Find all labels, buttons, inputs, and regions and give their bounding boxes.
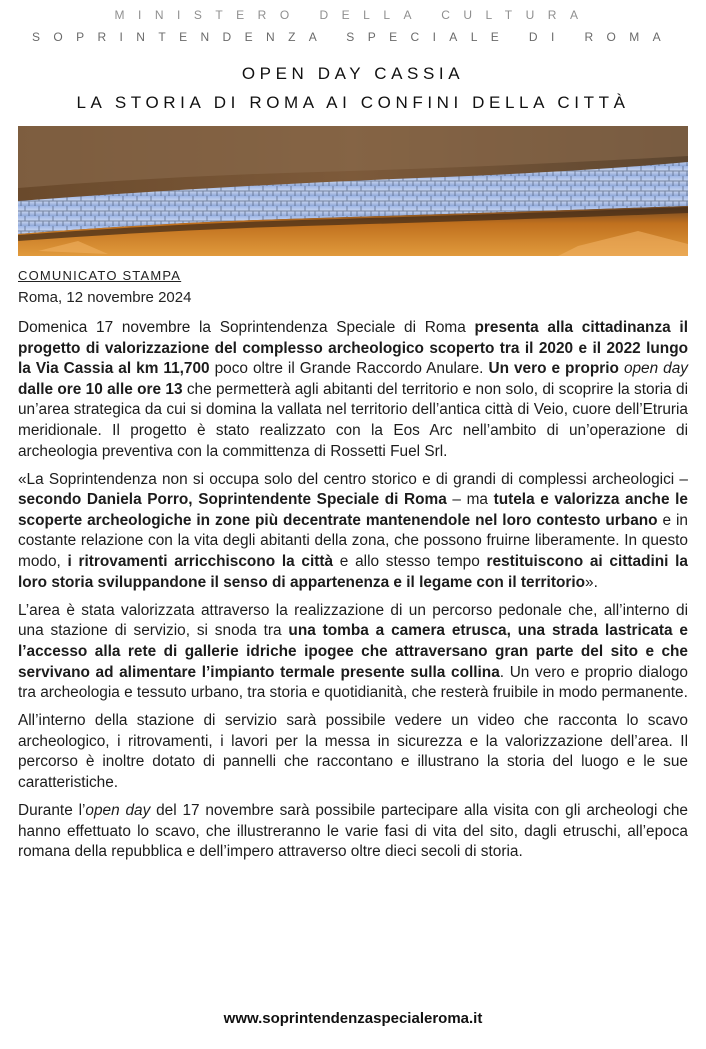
text-run: che permetterà agli abitanti del territorio e non solo, di scoprire la storia di un’area strategica da cui si domina la vallata nel territorio dell’antica città di Veio, cuore dell’Etruria meridionale. Il progetto è stato realizzato con la Eos Arc nell’ambito di un’operazione di archeologia preventiva con la committenza di Rossetti Fuel Srl.: [18, 380, 688, 460]
office-line: SOPRINTENDENZA SPECIALE DI ROMA: [31, 30, 675, 44]
paragraph-1: [18, 318, 688, 462]
text-run: All’interno della stazione di servizio sarà possibile vedere un video che racconta lo scavo archeologico, i ritrovamenti, i lavori per la messa in sicurezza e la valorizzazione dell’area. Il percorso è inoltre dotato di pannelli che raccontano e illustrano la storia del luogo e le sue caratteristiche.: [18, 712, 688, 791]
text-run: secondo Daniela Porro, Soprintendente Speciale di Roma: [18, 491, 447, 509]
text-run: tutela e valorizza anche le scoperte archeologiche in zone più decentrate mantenendole nel loro contesto urbano: [18, 491, 688, 529]
release-date: Roma, 12 novembre 2024: [18, 289, 192, 306]
website-link[interactable]: www.soprintendenzaspecialeroma.it: [223, 1010, 483, 1027]
text-run: . Un vero e proprio dialogo tra archeologia e tessuto urbano, tra storia e quotidianità, che resterà fruibile in modo permanente.: [18, 663, 688, 702]
text-run: – ma: [446, 491, 494, 509]
text-run: open day: [85, 802, 151, 820]
text-run: restituiscono ai cittadini la loro storia sviluppandone il senso di appartenenza e il legame con il territorio: [18, 553, 688, 591]
text-run: Domenica 17 novembre la Soprintendenza Speciale di Roma: [18, 319, 475, 336]
text-run: presenta alla cittadinanza il progetto di valorizzazione del complesso archeologico scoperto tra il 2020 e il 2022 lungo la Via Cassia al km 11,700: [18, 319, 688, 378]
text-run: Durante l’: [18, 802, 86, 820]
text-run: poco oltre il Grande Raccordo Anulare.: [209, 360, 489, 378]
paragraph-5: [18, 801, 688, 863]
ministry-line: MINISTERO DELLA CULTURA: [114, 8, 592, 22]
text-run: del 17 novembre sarà possibile partecipare alla visita con gli archeologi che hanno effettuato lo scavo, che illustreranno le varie fasi di vita del sito, dagli etruschi, all’epoca romana della repubblica e dell’impero attraverso oltre dieci secoli di storia.: [18, 802, 688, 861]
article-body: [18, 318, 688, 870]
paragraph-2: [18, 470, 688, 594]
text-run: ».: [585, 573, 598, 591]
text-run: «La Soprintendenza non si occupa solo del centro storico e di grandi di complessi archeologici –: [18, 470, 688, 488]
paragraph-4: [18, 711, 688, 793]
text-run: e in costante relazione con la vita degli abitanti della zona, che possono fruirne liberamente. In questo modo,: [18, 511, 688, 571]
text-run: i ritrovamenti arricchiscono la città: [67, 553, 334, 571]
paragraph-3: [18, 601, 688, 704]
text-run: Un vero e proprio: [488, 360, 624, 378]
text-run: e allo stesso tempo: [333, 553, 487, 571]
text-run: open day: [623, 360, 688, 378]
text-run: una tomba a camera etrusca, una strada lastricata e l’accesso alla rete di gallerie idriche ipogee che attraversano gran parte del sito e che servivano ad alimentare l’impianto termale presente sulla collina: [18, 622, 688, 681]
excavation-photo: [18, 126, 688, 256]
press-release-label: COMUNICATO STAMPA: [18, 268, 182, 283]
title-line-1: OPEN DAY CASSIA: [241, 64, 465, 83]
text-run: dalle ore 10 alle ore 13: [18, 380, 183, 398]
title-line-2: LA STORIA DI ROMA AI CONFINI DELLA CITTÀ: [76, 93, 630, 112]
text-run: L’area è stata valorizzata attraverso la realizzazione di un percorso pedonale che, all’interno di una stazione di servizio, si snoda tra: [18, 601, 688, 640]
